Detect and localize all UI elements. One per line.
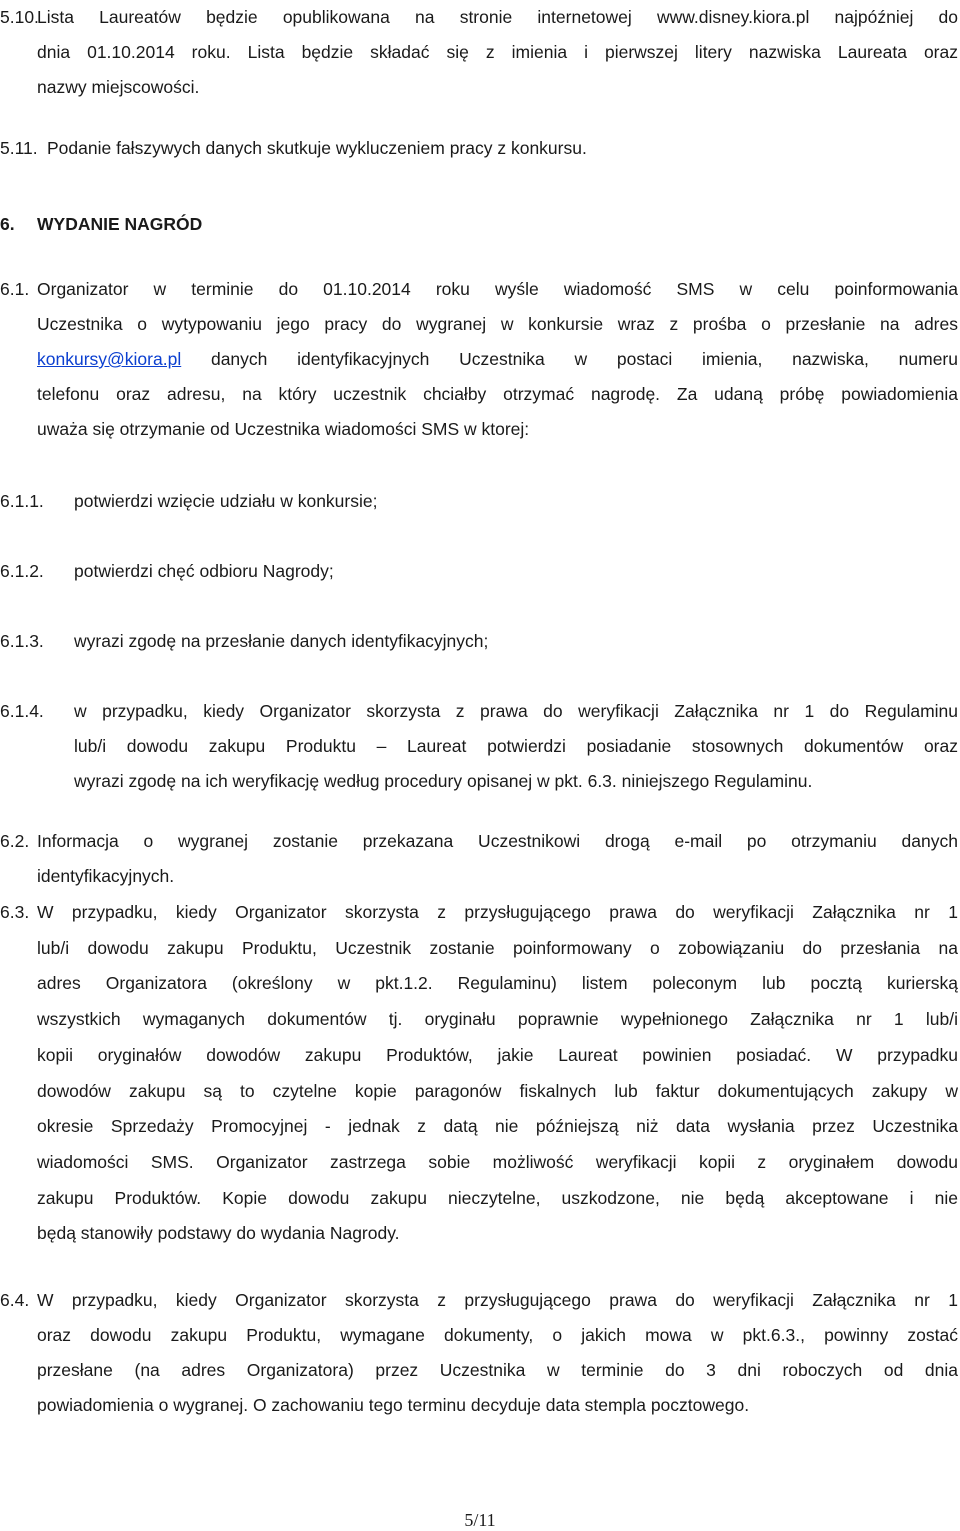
section-number: 5.10.	[0, 7, 39, 27]
paragraph-line: adres Organizatora (określony w pkt.1.2. Regulaminu) listem poleconym lub pocztą kurierską	[37, 973, 958, 994]
paragraph-line: uważa się otrzymanie od Uczestnika wiadomości SMS w ktorej:	[37, 419, 530, 439]
heading-number: 6.	[0, 214, 15, 234]
paragraph-text: danych identyfikacyjnych Uczestnika w postaci imienia, nazwiska, numeru	[181, 349, 958, 369]
paragraph-line: nazwy miejscowości.	[37, 77, 200, 97]
paragraph-line: identyfikacyjnych.	[37, 866, 175, 886]
paragraph-line: Uczestnika o wytypowaniu jego pracy do wygranej w konkursie wraz z prośba o przesłanie na adres	[37, 314, 958, 334]
paragraph-line: okresie Sprzedaży Promocyjnej - jednak z datą nie późniejszą niż data wysłania przez Uczestnika	[37, 1116, 958, 1137]
paragraph-line: będą stanowiły podstawy do wydania Nagrody.	[37, 1223, 400, 1244]
paragraph-line: W przypadku, kiedy Organizator skorzysta z przysługującego prawa do weryfikacji Załącznika nr 1	[37, 902, 958, 922]
paragraph-line: wyrazi zgodę na przesłanie danych identyfikacyjnych;	[74, 631, 489, 651]
section-number: 5.11.	[0, 138, 38, 158]
paragraph-line: Organizator w terminie do 01.10.2014 roku wyśle wiadomość SMS w celu poinformowania	[37, 279, 958, 299]
subsection-number: 6.1.1.	[0, 491, 44, 511]
paragraph-line: potwierdzi chęć odbioru Nagrody;	[74, 561, 334, 581]
paragraph-line: potwierdzi wzięcie udziału w konkursie;	[74, 491, 378, 511]
paragraph-line: lub/i dowodu zakupu Produktu – Laureat potwierdzi posiadanie stosownych dokumentów oraz	[74, 736, 958, 756]
paragraph-line: kopii oryginałów dowodów zakupu Produktów, jakie Laureat powinien posiadać. W przypadku	[37, 1044, 958, 1065]
email-link[interactable]: konkursy@kiora.pl	[37, 349, 182, 369]
paragraph-line: telefonu oraz adresu, na który uczestnik chciałby otrzymać nagrodę. Za udaną próbę powiadomienia	[37, 384, 958, 404]
paragraph-line: oraz dowodu zakupu Produktu, wymagane dokumenty, o jakich mowa w pkt.6.3., powinny zostać	[37, 1325, 958, 1345]
section-number: 6.3.	[0, 902, 30, 922]
paragraph-line: wszystkich wymaganych dokumentów tj. oryginału poprawnie wypełnionego Załącznika nr 1 lub/i	[37, 1009, 958, 1030]
paragraph-line: wyrazi zgodę na ich weryfikację według procedury opisanej w pkt. 6.3. niniejszego Regulaminu.	[74, 771, 813, 791]
paragraph-line: powiadomienia o wygranej. O zachowaniu tego terminu decyduje data stempla pocztowego.	[37, 1395, 750, 1415]
paragraph-line: przesłane (na adres Organizatora) przez Uczestnika w terminie do 3 dni roboczych od dnia	[37, 1360, 958, 1380]
subsection-number: 6.1.4.	[0, 701, 44, 721]
section-number: 6.1.	[0, 279, 30, 299]
paragraph-line: W przypadku, kiedy Organizator skorzysta z przysługującego prawa do weryfikacji Załącznika nr 1	[37, 1290, 958, 1310]
subsection-number: 6.1.3.	[0, 631, 44, 651]
paragraph-line: zakupu Produktów. Kopie dowodu zakupu nieczytelne, uszkodzone, nie będą akceptowane i nie	[37, 1187, 958, 1208]
paragraph-line: w przypadku, kiedy Organizator skorzysta z prawa do weryfikacji Załącznika nr 1 do Regulaminu	[74, 701, 958, 721]
page-number: 5/11	[464, 1510, 496, 1530]
paragraph-line: wiadomości SMS. Organizator zastrzega sobie możliwość weryfikacji kopii z oryginałem dowodu	[37, 1151, 958, 1172]
section-number: 6.4.	[0, 1290, 30, 1310]
section-heading: WYDANIE NAGRÓD	[37, 214, 203, 234]
paragraph-line: dowodów zakupu są to czytelne kopie paragonów fiskalnych lub faktur dokumentujących zakupy w	[37, 1080, 958, 1101]
section-number: 6.2.	[0, 831, 30, 851]
subsection-number: 6.1.2.	[0, 561, 44, 581]
paragraph-line: dnia 01.10.2014 roku. Lista będzie składać się z imienia i pierwszej litery nazwiska Laureata oraz	[37, 42, 958, 62]
paragraph-line: Lista Laureatów będzie opublikowana na stronie internetowej www.disney.kiora.pl najpóźniej do	[37, 7, 958, 27]
paragraph-line: Informacja o wygranej zostanie przekazana Uczestnikowi drogą e-mail po otrzymaniu danych	[37, 831, 958, 851]
paragraph-line: Podanie fałszywych danych skutkuje wykluczeniem pracy z konkursu.	[47, 138, 587, 158]
paragraph-line	[37, 342, 958, 377]
paragraph-line: lub/i dowodu zakupu Produktu, Uczestnik zostanie poinformowany o zobowiązaniu do przesłania na	[37, 937, 958, 958]
